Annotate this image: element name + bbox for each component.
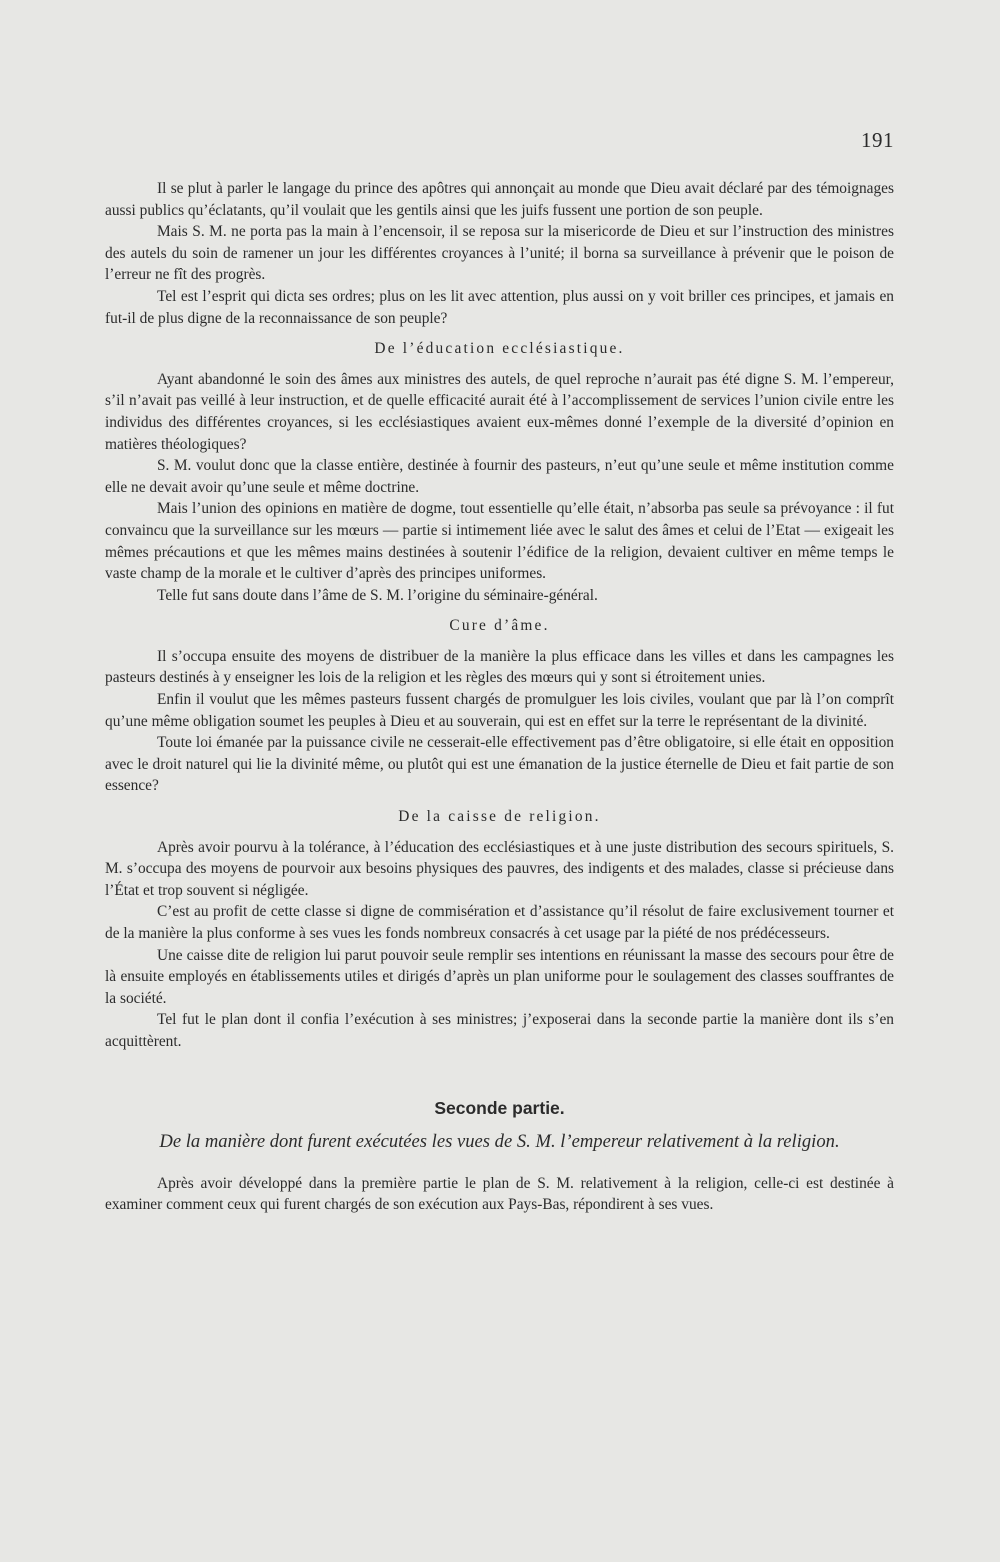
paragraph: Telle fut sans doute dans l’âme de S. M. l’origine du séminaire-général. [157, 586, 598, 604]
paragraph: Après avoir pourvu à la tolérance, à l’éducation des ecclésiastiques et à une juste distribution des secours spirituels, S. M. s’occupa des moyens de pourvoir aux besoins physiques des pauvres, des indigents et des malades, classe si précieuse dans l’État et trop souvent si négligée. [105, 838, 894, 899]
paragraph: Enfin il voulut que les mêmes pasteurs fussent chargés de promulguer les lois civiles, voulant que par là l’on comprît qu’une même obligation soumet les peuples à Dieu et au souverain, qui est en effet sur la terre le représentant de la divinité. [105, 691, 894, 730]
section-heading-caisse: De la caisse de religion. [398, 808, 601, 826]
paragraph: Tel fut le plan dont il confia l’exécution à ses ministres; j’exposerai dans la seconde partie la manière dont ils s’en acquittèrent. [105, 1011, 894, 1050]
section-heading-cure: Cure d’âme. [449, 617, 550, 635]
section-heading-education: De l’éducation ecclésiastique. [374, 340, 625, 358]
paragraph: Il s’occupa ensuite des moyens de distribuer de la manière la plus efficace dans les villes et dans les campagnes les pasteurs destinés à y enseigner les lois de la religion et les règles des mœurs qui y sont si étroitement unies. [105, 647, 894, 687]
paragraph: Il se plut à parler le langage du prince des apôtres qui annonçait au monde que Dieu avait déclaré par des témoignages aussi publics qu’éclatants, qu’il voulait que les gentils ainsi que les juifs fussent une portion de son peuple. [105, 180, 894, 219]
page-number: 191 [861, 128, 894, 152]
paragraph: Mais S. M. ne porta pas la main à l’encensoir, il se reposa sur la misericorde de Dieu et sur l’instruction des ministres des autels du soin de ramener un jour les différentes croyances à l’unité; il borna sa surveillance à prévenir que le poison de l’erreur ne fît des progrès. [105, 223, 894, 284]
paragraph: C’est au profit de cette classe si digne de commisération et d’assistance qu’il résolut de faire exclusivement tourner et de la manière la plus conforme à ses vues les fonds nombreux consacrés à cet usage par la piété de nos prédécesseurs. [105, 903, 894, 942]
paragraph: S. M. voulut donc que la classe entière, destinée à fournir des pasteurs, n’eut qu’une seule et même institution comme elle ne devait avoir qu’une seule et même doctrine. [105, 457, 894, 496]
paragraph: Ayant abandonné le soin des âmes aux ministres des autels, de quel reproche n’aurait pas été digne S. M. l’empereur, s’il n’avait pas veillé à leur instruction, et de quelle efficacité aurait été à l’accomplissement de services l’union civile entre les individus des différentes croyances, si les ecclésiastiques avaient eux-mêmes donné l’exemple de la diversité d’opinion en matières théologiques? [105, 370, 894, 453]
part-subtitle: De la manière dont furent exécutées les vues de S. M. l’empereur relativement à la religion. [159, 1130, 840, 1152]
body-text [105, 178, 894, 1216]
paragraph: Une caisse dite de religion lui parut pouvoir seule remplir ses intentions en réunissant la masse des secours pour être de là ensuite employés en établissements utiles et dirigés d’après un plan uniforme pour le soulagement des classes souffrantes de la société. [105, 946, 894, 1007]
paragraph: Tel est l’esprit qui dicta ses ordres; plus on les lit avec attention, plus aussi on y voit briller ces principes, et jamais en fut-il de plus digne de la reconnaissance de son peuple? [105, 287, 894, 327]
paragraph: Après avoir développé dans la première partie le plan de S. M. relativement à la religion, celle-ci est destinée à examiner comment ceux qui furent chargés de son exécution aux Pays-Bas, répondirent à ses vues. [105, 1174, 894, 1214]
paragraph: Toute loi émanée par la puissance civile ne cesserait-elle effectivement pas d’être obligatoire, si elle était en opposition avec le droit naturel qui lie la divinité même, ou plutôt qui est une émanation de la justice éternelle de Dieu et fait partie de son essence? [105, 734, 894, 795]
paragraph: Mais l’union des opinions en matière de dogme, tout essentielle qu’elle était, n’absorba pas seule sa prévoyance : il fut convaincu que la surveillance sur les mœurs — partie si intimement liée avec le salut des âmes et celui de l’Etat — exigeait les mêmes précautions et que les mêmes mains destinées à soutenir l’édifice de la religion, devaient cultiver en même temps le vaste champ de la morale et le cultiver d’après des principes uniformes. [105, 500, 894, 583]
part-title: Seconde partie. [434, 1097, 565, 1118]
